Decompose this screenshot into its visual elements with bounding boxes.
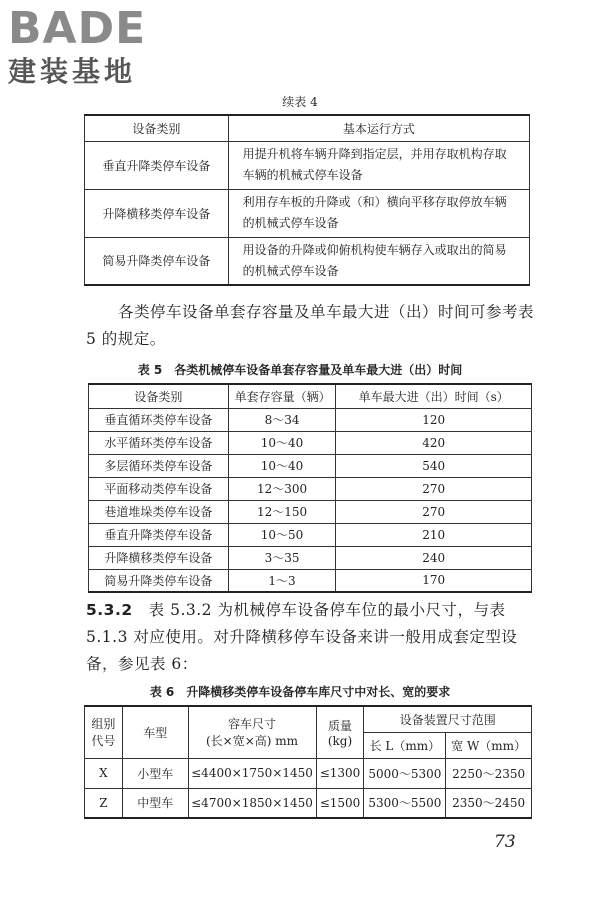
table4-cell: 利用存车板的升降或（和）横向平移存取停放车辆的机械式停车设备 <box>228 189 529 237</box>
table5-cell: 简易升降类停车设备 <box>89 569 229 592</box>
table4-cell: 升降横移类停车设备 <box>85 189 229 237</box>
table6-cell: ≤4700×1850×1450 <box>188 788 316 818</box>
page-number: 73 <box>494 832 516 852</box>
table5-cell: 10～40 <box>228 431 336 454</box>
table4-cell: 简易升降类停车设备 <box>85 237 229 285</box>
table6-header-mass-unit: (kg) <box>327 733 353 748</box>
table6-cell: ≤4400×1750×1450 <box>188 758 316 788</box>
table-row <box>89 431 532 454</box>
table6-header-range: 设备装置尺寸范围 <box>364 706 532 732</box>
table5-cell: 多层循环类停车设备 <box>89 454 229 477</box>
table6-header-type: 车型 <box>122 706 188 758</box>
table6-header-size <box>188 706 316 758</box>
table5-cell: 120 <box>336 408 532 431</box>
table6-cell: Z <box>85 788 123 818</box>
table5-cell: 170 <box>336 569 532 592</box>
table-row <box>85 788 532 818</box>
table5-cell: 1～3 <box>228 569 336 592</box>
table6-header-length: 长 L（mm） <box>364 732 446 758</box>
table4-header-category: 设备类别 <box>85 115 229 141</box>
table4-caption: 续表 4 <box>282 95 318 109</box>
table6-cell: X <box>85 758 123 788</box>
table6-cell: 2350～2450 <box>446 788 532 818</box>
table4-cell: 用设备的升降或仰俯机构使车辆存入或取出的简易的机械式停车设备 <box>228 237 529 285</box>
table5-cell: 平面移动类停车设备 <box>89 477 229 500</box>
table-row <box>85 237 530 285</box>
table6-cell: 2250～2350 <box>446 758 532 788</box>
table6-cell: ≤1500 <box>316 788 364 818</box>
table5-cell: 升降横移类停车设备 <box>89 546 229 569</box>
table4-cell: 用提升机将车辆升降到指定层，并用存取机构存取车辆的机械式停车设备 <box>228 141 529 189</box>
table-row <box>89 523 532 546</box>
table-row <box>89 454 532 477</box>
table-row <box>89 569 532 592</box>
table5-header-capacity: 单套存容量（辆） <box>228 384 336 408</box>
table-row <box>85 189 530 237</box>
table6-cell: ≤1300 <box>316 758 364 788</box>
table5-cell: 8～34 <box>228 408 336 431</box>
table-row <box>89 477 532 500</box>
table6-header-size-label: 容车尺寸 <box>228 717 277 732</box>
table6-header-group: 组别代号 <box>85 706 123 758</box>
table4-header-operation: 基本运行方式 <box>228 115 529 141</box>
table5-cell: 270 <box>336 500 532 523</box>
table6-header-size-unit: (长×宽×高) mm <box>206 734 299 749</box>
table5-cell: 10～50 <box>228 523 336 546</box>
table6-cell: 5000～5300 <box>364 758 446 788</box>
logo-brand-text: BADE <box>8 3 147 54</box>
table5-cell: 540 <box>336 454 532 477</box>
brand-logo <box>8 3 183 88</box>
table5-cell: 270 <box>336 477 532 500</box>
table6-header-width: 宽 W（mm） <box>446 732 532 758</box>
table6-cell: 5300～5500 <box>364 788 446 818</box>
table6-header-mass-label: 质量 <box>327 718 352 733</box>
table4-cell: 垂直升降类停车设备 <box>85 141 229 189</box>
table5-cell: 12～300 <box>228 477 336 500</box>
table5-cell: 巷道堆垛类停车设备 <box>89 500 229 523</box>
section-number: 5.3.2 <box>86 601 133 619</box>
table5-cell: 3～35 <box>228 546 336 569</box>
table-row <box>85 141 530 189</box>
table5-cell: 垂直升降类停车设备 <box>89 523 229 546</box>
table5-header-category: 设备类别 <box>89 384 229 408</box>
table-row <box>89 408 532 431</box>
table5-cell: 10～40 <box>228 454 336 477</box>
table6-cell: 中型车 <box>122 788 188 818</box>
table5-caption: 表 5 各类机械停车设备单套存容量及单车最大进（出）时间 <box>137 363 463 377</box>
table6-cell: 小型车 <box>122 758 188 788</box>
table5-cell: 240 <box>336 546 532 569</box>
table5 <box>88 383 532 593</box>
table5-cell: 210 <box>336 523 532 546</box>
table6 <box>84 705 532 819</box>
section-text: 表 5.3.2 为机械停车设备停车位的最小尺寸，与表 5.1.3 对应使用。对升降横移停车设备来讲一般用成套定型设备，参见表 6： <box>86 601 518 673</box>
paragraph-intro: 各类停车设备单套存容量及单车最大进（出）时间可参考表 5 的规定。 <box>86 303 535 348</box>
paragraph-section-5-3-2 <box>86 597 546 678</box>
table-row <box>89 500 532 523</box>
table5-cell: 420 <box>336 431 532 454</box>
logo-subtitle: 建装基地 <box>8 55 137 88</box>
table5-cell: 12～150 <box>228 500 336 523</box>
table-row <box>89 546 532 569</box>
table6-header-mass <box>316 706 364 758</box>
table5-header-time: 单车最大进（出）时间（s） <box>336 384 532 408</box>
table5-cell: 垂直循环类停车设备 <box>89 408 229 431</box>
table-row <box>85 758 532 788</box>
table5-cell: 水平循环类停车设备 <box>89 431 229 454</box>
table6-caption: 表 6 升降横移类停车设备停车库尺寸中对长、宽的要求 <box>149 685 451 699</box>
table4-continued <box>84 114 530 286</box>
